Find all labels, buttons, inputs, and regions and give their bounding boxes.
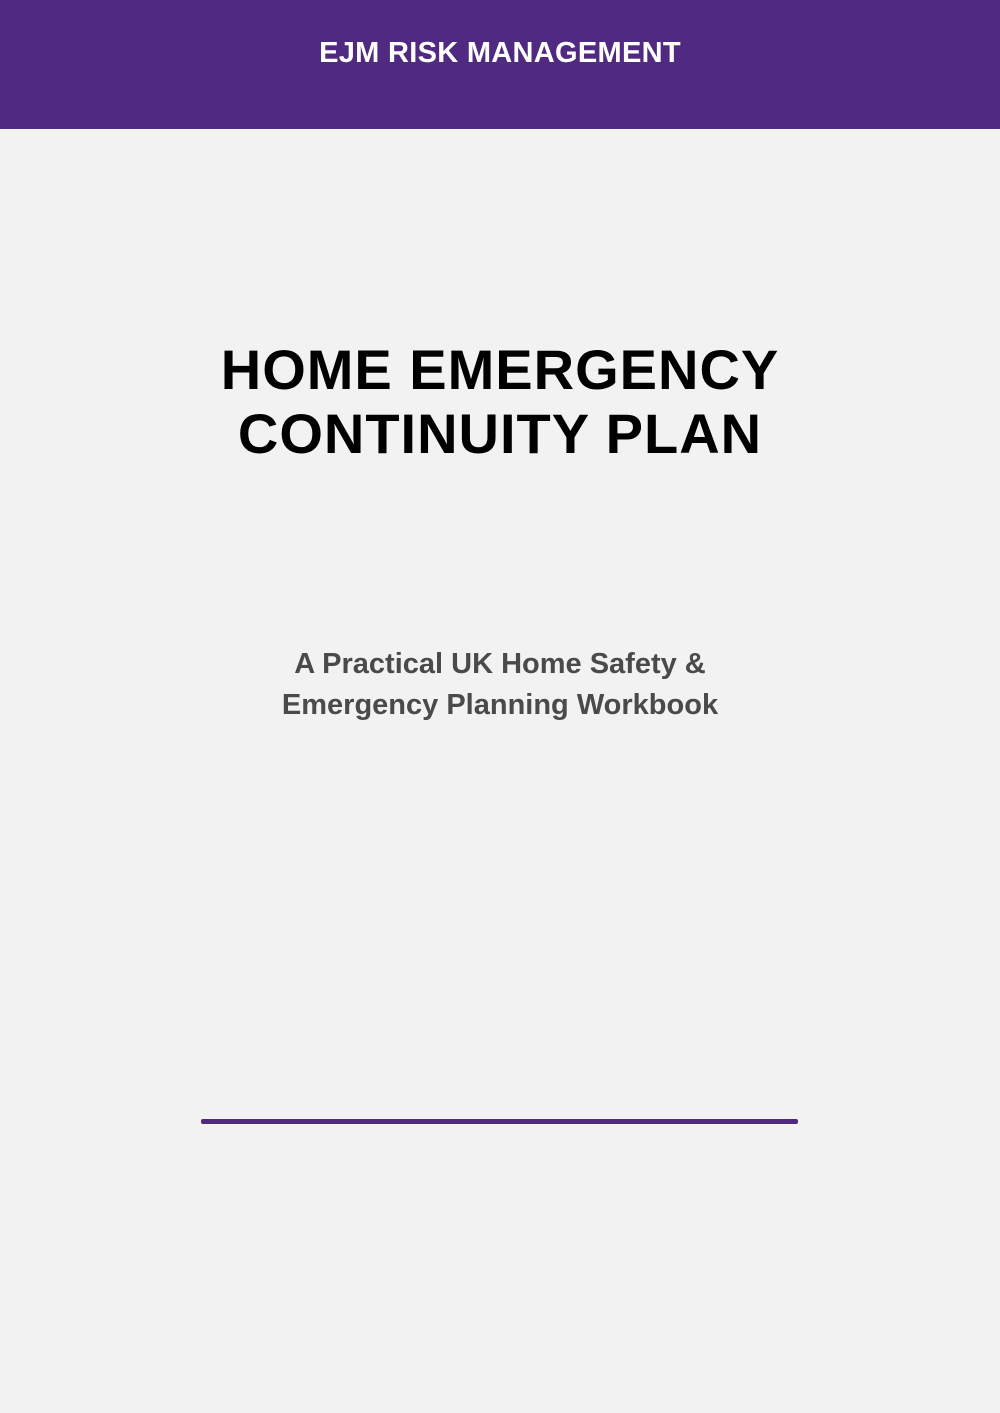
top-banner [0, 0, 1000, 129]
subtitle-line-2: Emergency Planning Workbook [281, 689, 719, 721]
title-line-2: CONTINUITY PLAN [237, 402, 763, 465]
divider-line [201, 1119, 798, 1124]
document-subtitle [0, 644, 1000, 726]
title-line-1: HOME EMERGENCY [220, 338, 780, 401]
document-title [0, 338, 1000, 466]
subtitle-line-1: A Practical UK Home Safety & [294, 648, 706, 680]
brand-name: EJM RISK MANAGEMENT [319, 37, 681, 69]
